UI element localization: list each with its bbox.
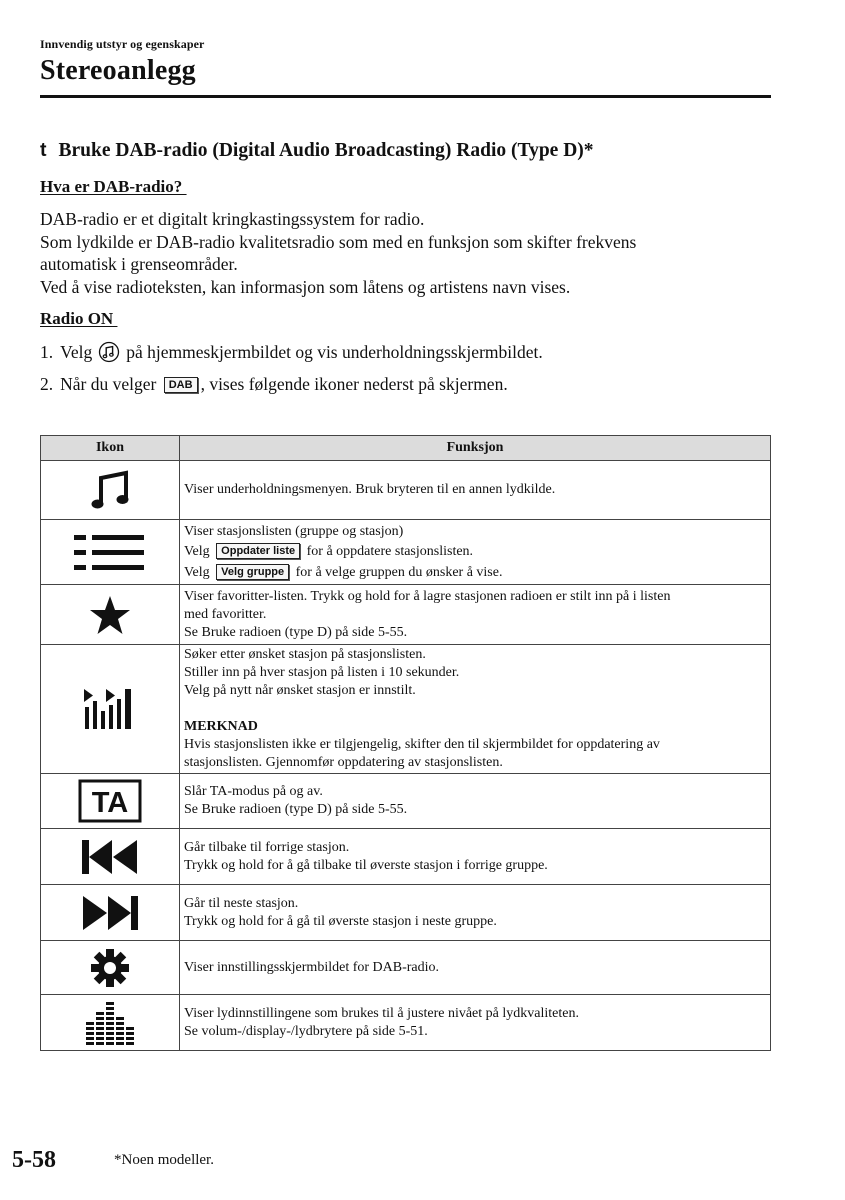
line-text-before: Velg [184,543,210,559]
function-line: Viser lydinnstillingene som brukes til å justere nivået på lydkvaliteten. [184,1005,579,1021]
table-header-row [41,436,771,461]
function-line: Se Bruke radioen (type D) på side 5-55. [184,802,408,817]
table-row [41,461,771,520]
icon-cell [41,941,180,995]
function-line: Se Bruke radioen (type D) på side 5-55. [184,624,408,640]
update-list-key: Oppdater liste [216,543,300,559]
step-text-before: Når du velger [60,374,157,394]
function-line: Viser favoritter-listen. Trykk og hold for å lagre stasjonen radioen er stilt inn på i listen [184,588,671,604]
subheading-what-is-dab: Hva er DAB-radio? [40,177,187,196]
title-divider [40,95,771,98]
star-icon [88,593,132,637]
column-header-function: Funksjon [180,436,771,461]
icon-cell [41,461,180,520]
intro-line: Ved å vise radioteksten, kan informasjon som låtens og artistens navn vises. [40,276,571,297]
step-number: 2. [40,374,54,394]
function-cell [180,774,771,829]
icon-function-table [40,435,771,1051]
table-row [41,774,771,829]
icon-cell [41,885,180,941]
section-label: Innvendig utstyr og egenskaper [40,37,205,51]
function-cell [180,941,771,995]
page-title: Stereoanlegg [40,55,196,86]
icon-cell [41,645,180,774]
function-line: Går til neste stasjon. [184,895,299,911]
function-line: Går tilbake til forrige stasjon. [184,839,350,855]
step-text-after: på hjemmeskjermbildet og vis underholdningsskjermbildet. [126,341,543,362]
line-text-after: for å oppdatere stasjonslisten. [306,543,474,559]
icon-cell [41,995,180,1051]
music-note-icon [88,468,132,512]
intro-line: automatisk i grenseområder. [40,254,238,274]
ta-icon [78,779,142,823]
music-circle-icon [98,341,120,363]
svg-text:TA: TA [91,787,129,819]
function-line: Viser innstillingsskjermbildet for DAB-radio. [184,959,440,975]
line-text-before: Velg [184,564,210,580]
scan-icon [84,687,136,731]
step-number: 1. [40,341,54,362]
icon-cell [41,774,180,829]
icon-cell [41,520,180,585]
step-text-after: , vises følgende ikoner nederst på skjermen. [200,374,508,394]
gear-icon [90,948,130,988]
function-cell [180,995,771,1051]
function-line: Trykk og hold for å gå til øverste stasjon i neste gruppe. [184,913,497,929]
function-line: Se volum-/display-/lydbrytere på side 5-51. [184,1023,428,1039]
table-row [41,885,771,941]
page-number: 5-58 [12,1147,56,1173]
subheading-radio-on: Radio ON [40,309,118,328]
function-cell [180,829,771,885]
equalizer-icon [86,1001,134,1045]
heading-bullet: t [40,139,47,161]
function-line: Stiller inn på hver stasjon på listen i 10 sekunder. [184,665,460,680]
section-heading [40,139,594,162]
note-title: MERKNAD [184,719,258,734]
table-row [41,585,771,645]
spacer [184,700,766,718]
step-1 [40,341,543,363]
previous-track-icon [82,839,138,875]
function-cell [180,461,771,520]
function-line: Viser stasjonslisten (gruppe og stasjon) [184,523,404,539]
function-line [184,564,766,582]
table-row [41,645,771,774]
icon-cell [41,829,180,885]
intro-paragraph [40,208,780,298]
function-line: Slår TA-modus på og av. [184,784,323,799]
intro-line: DAB-radio er et digitalt kringkastingssystem for radio. [40,209,425,229]
list-icon [74,530,146,574]
function-line [184,543,766,561]
note-line: stasjonslisten. Gjennomfør oppdatering av stasjonslisten. [184,755,503,770]
function-line: Søker etter ønsket stasjon på stasjonslisten. [184,647,426,662]
heading-text: Bruke DAB-radio (Digital Audio Broadcasting) Radio (Type D)* [58,140,594,161]
table-row [41,941,771,995]
function-line: med favoritter. [184,606,267,622]
next-track-icon [82,895,138,931]
footnote: *Noen modeller. [114,1152,214,1168]
table-row [41,520,771,585]
icon-cell [41,585,180,645]
select-group-key: Velg gruppe [216,564,289,580]
function-cell [180,520,771,585]
intro-line: Som lydkilde er DAB-radio kvalitetsradio som med en funksjon som skifter frekvens [40,231,637,252]
function-cell [180,885,771,941]
function-line: Viser underholdningsmenyen. Bruk bryteren til en annen lydkilde. [184,482,556,497]
line-text-after: for å velge gruppen du ønsker å vise. [295,564,503,580]
step-2 [40,374,508,395]
table-row [41,829,771,885]
function-cell [180,645,771,774]
note-line: Hvis stasjonslisten ikke er tilgjengelig, skifter den til skjermbildet for oppdatering av [184,737,660,752]
function-cell [180,585,771,645]
step-text-before: Velg [60,341,93,362]
function-line: Velg på nytt når ønsket stasjon er innstilt. [184,683,416,698]
dab-key: DAB [164,377,198,393]
column-header-icon: Ikon [41,436,180,461]
table-row [41,995,771,1051]
function-line: Trykk og hold for å gå tilbake til øverste stasjon i forrige gruppe. [184,857,548,873]
